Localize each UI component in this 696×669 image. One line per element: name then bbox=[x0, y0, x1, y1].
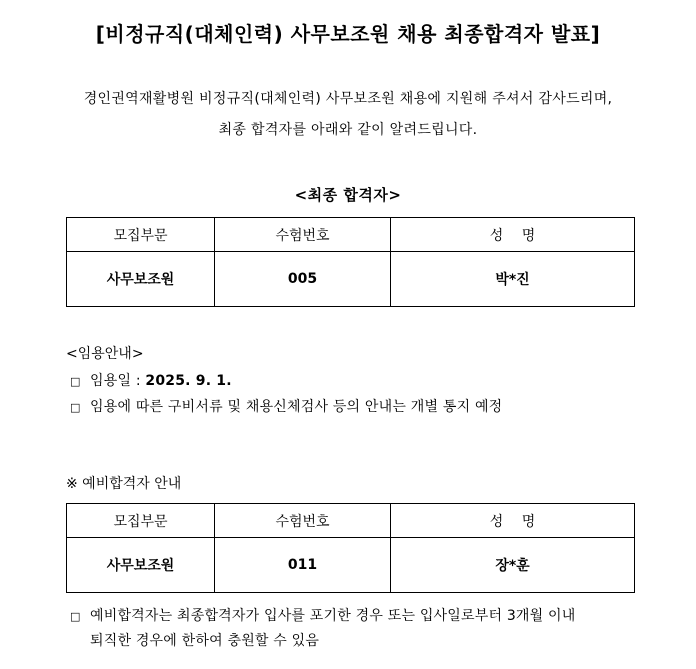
table-row bbox=[67, 538, 635, 593]
appointment-date-item bbox=[70, 370, 232, 390]
appointment-date-label: 임용일 : bbox=[90, 373, 146, 389]
table-header-row bbox=[67, 218, 635, 252]
page-title: [비정규직(대체인력) 사무보조원 채용 최종합격자 발표] bbox=[95, 22, 601, 46]
bullet-square-icon: □ bbox=[70, 610, 81, 623]
appointment-heading: <임용안내> bbox=[66, 346, 144, 362]
final-passers-heading: <최종 합격자> bbox=[294, 186, 402, 204]
cell-name: 박*진 bbox=[391, 252, 635, 307]
table-header-row bbox=[67, 504, 635, 538]
intro-text-line-2: 최종 합격자를 아래와 같이 알려드립니다. bbox=[218, 122, 478, 138]
reserve-passers-heading: ※ 예비합격자 안내 bbox=[66, 476, 182, 492]
intro-text-line-1: 경인권역재활병원 비정규직(대체인력) 사무보조원 채용에 지원해 주셔서 감사드리며, bbox=[83, 91, 613, 107]
column-header-exam-number: 수험번호 bbox=[215, 504, 391, 538]
appointment-note-item bbox=[70, 396, 502, 416]
cell-exam-number: 005 bbox=[215, 252, 391, 307]
cell-name: 장*훈 bbox=[391, 538, 635, 593]
column-header-name: 성 명 bbox=[391, 504, 635, 538]
column-header-exam-number: 수험번호 bbox=[215, 218, 391, 252]
reserve-note-item bbox=[70, 604, 664, 653]
cell-exam-number: 011 bbox=[215, 538, 391, 593]
table-row bbox=[67, 252, 635, 307]
cell-department: 사무보조원 bbox=[67, 252, 215, 307]
bullet-square-icon: □ bbox=[70, 401, 81, 414]
cell-department: 사무보조원 bbox=[67, 538, 215, 593]
bullet-square-icon: □ bbox=[70, 375, 81, 388]
column-header-department: 모집부문 bbox=[67, 504, 215, 538]
reserve-passers-table bbox=[66, 503, 635, 593]
reserve-note-text-line-2: 퇴직한 경우에 한하여 충원할 수 있음 bbox=[90, 633, 320, 649]
column-header-department: 모집부문 bbox=[67, 218, 215, 252]
final-passers-table bbox=[66, 217, 635, 307]
appointment-note-text: 임용에 따른 구비서류 및 채용신체검사 등의 안내는 개별 통지 예정 bbox=[90, 399, 503, 415]
column-header-name: 성 명 bbox=[391, 218, 635, 252]
reserve-note-text-line-1: 예비합격자는 최종합격자가 입사를 포기한 경우 또는 입사일로부터 3개월 이내 bbox=[90, 608, 576, 624]
appointment-date-value: 2025. 9. 1. bbox=[145, 373, 232, 389]
